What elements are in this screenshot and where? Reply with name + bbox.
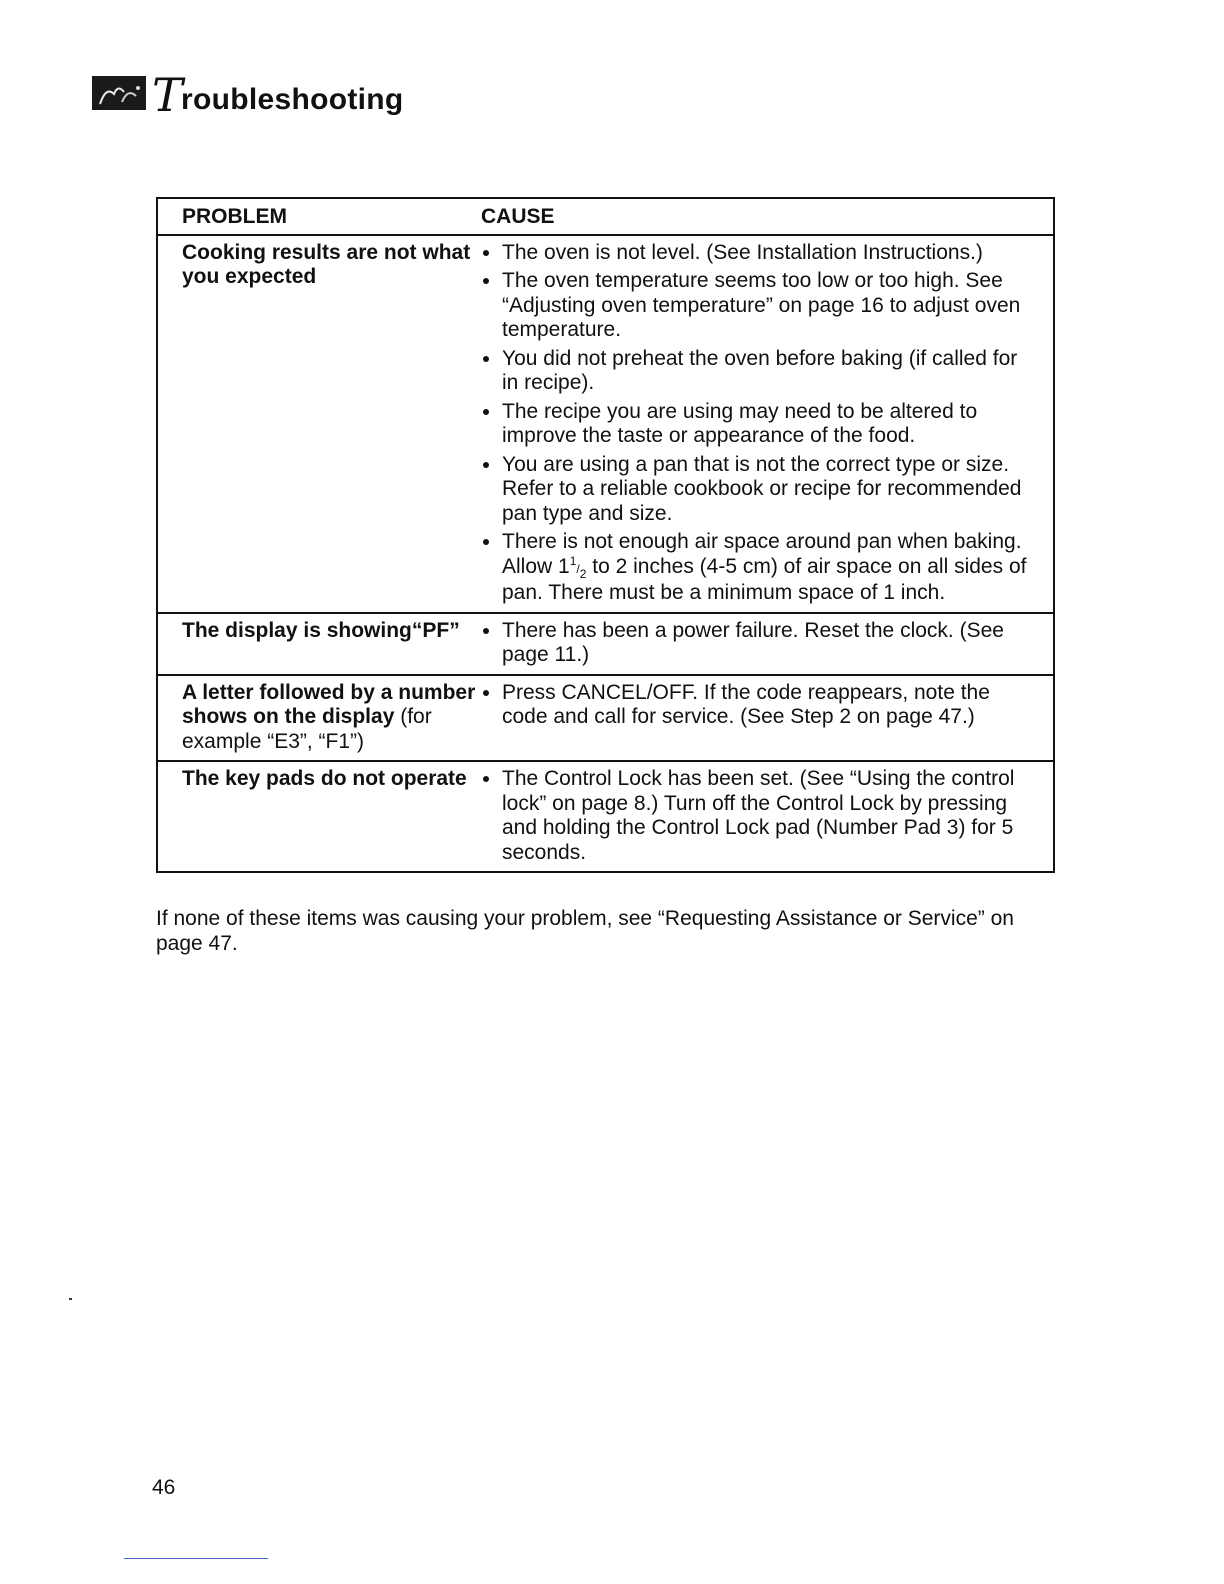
cause-item: The Control Lock has been set. (See “Using the control lock” on page 8.) Turn off the Control Lock by pressing and holding the Control Lock pad (Number Pad 3) for 5 seconds. xyxy=(481,767,1039,865)
fraction-denominator: 2 xyxy=(579,566,587,581)
cause-item: The oven temperature seems too low or too high. See “Adjusting oven temperature” on page 16 to adjust oven temperature. xyxy=(481,269,1039,343)
cause-item: Press CANCEL/OFF. If the code reappears, note the code and call for service. (See Step 2 on page 47.) xyxy=(481,681,1039,730)
fraction-numerator: 1 xyxy=(569,553,577,568)
air-space-text-after: to 2 inches (4-5 cm) of air space on all sides of pan. There must be a minimum space of 1 inch. xyxy=(502,554,1027,604)
cause-item: You are using a pan that is not the correct type or size. Refer to a reliable cookbook or recipe for recommended pan type and size. xyxy=(481,453,1039,527)
problem-text xyxy=(182,681,475,753)
problem-text: Cooking results are not what you expected xyxy=(182,240,471,288)
cause-item-air-space xyxy=(481,530,1039,606)
cause-cell xyxy=(479,613,1054,675)
cause-item: You did not preheat the oven before baking (if called for in recipe). xyxy=(481,347,1039,396)
page-header xyxy=(92,66,404,122)
cause-cell xyxy=(479,761,1054,872)
page-title-initial: T xyxy=(152,68,183,122)
troubleshooting-table xyxy=(156,197,1055,873)
footnote: If none of these items was causing your problem, see “Requesting Assistance or Service” on page 47. xyxy=(156,907,1014,955)
cause-list xyxy=(481,619,1039,668)
cause-cell xyxy=(479,675,1054,762)
cause-list xyxy=(481,681,1039,730)
problem-text-bold: A letter followed by a number shows on the display xyxy=(182,680,476,728)
cause-item: There has been a power failure. Reset the clock. (See page 11.) xyxy=(481,619,1039,668)
problem-text: The display is showing“PF” xyxy=(182,618,460,642)
problem-column-header: PROBLEM xyxy=(157,198,479,235)
table-row xyxy=(157,761,1054,872)
problem-cell xyxy=(157,675,479,762)
cause-item: The recipe you are using may need to be altered to improve the taste or appearance of the food. xyxy=(481,400,1039,449)
table-row xyxy=(157,235,1054,613)
table-row xyxy=(157,675,1054,762)
kitchen-appliance-logo-icon xyxy=(92,76,146,110)
table-header-row xyxy=(157,198,1054,235)
problem-cell xyxy=(157,613,479,675)
table-row xyxy=(157,613,1054,675)
page-number: 46 xyxy=(152,1476,176,1499)
page-title-rest: roubleshooting xyxy=(180,83,404,116)
bottom-rule xyxy=(124,1558,268,1559)
cause-column-header: CAUSE xyxy=(479,198,1054,235)
cause-list xyxy=(481,241,1039,606)
fraction-slash: / xyxy=(576,561,580,576)
problem-text: The key pads do not operate xyxy=(182,767,467,790)
air-space-text-before: There is not enough air space around pan when baking. Allow 1 xyxy=(502,530,1022,578)
page-title xyxy=(152,68,404,122)
cause-cell xyxy=(479,235,1054,613)
problem-cell xyxy=(157,761,479,872)
problem-cell xyxy=(157,235,479,613)
cause-item: The oven is not level. (See Installation Instructions.) xyxy=(481,241,1039,266)
problem-note: (for example “E3”, “F1”) xyxy=(182,705,432,753)
scan-speck xyxy=(69,1298,72,1300)
cause-list xyxy=(481,767,1039,865)
